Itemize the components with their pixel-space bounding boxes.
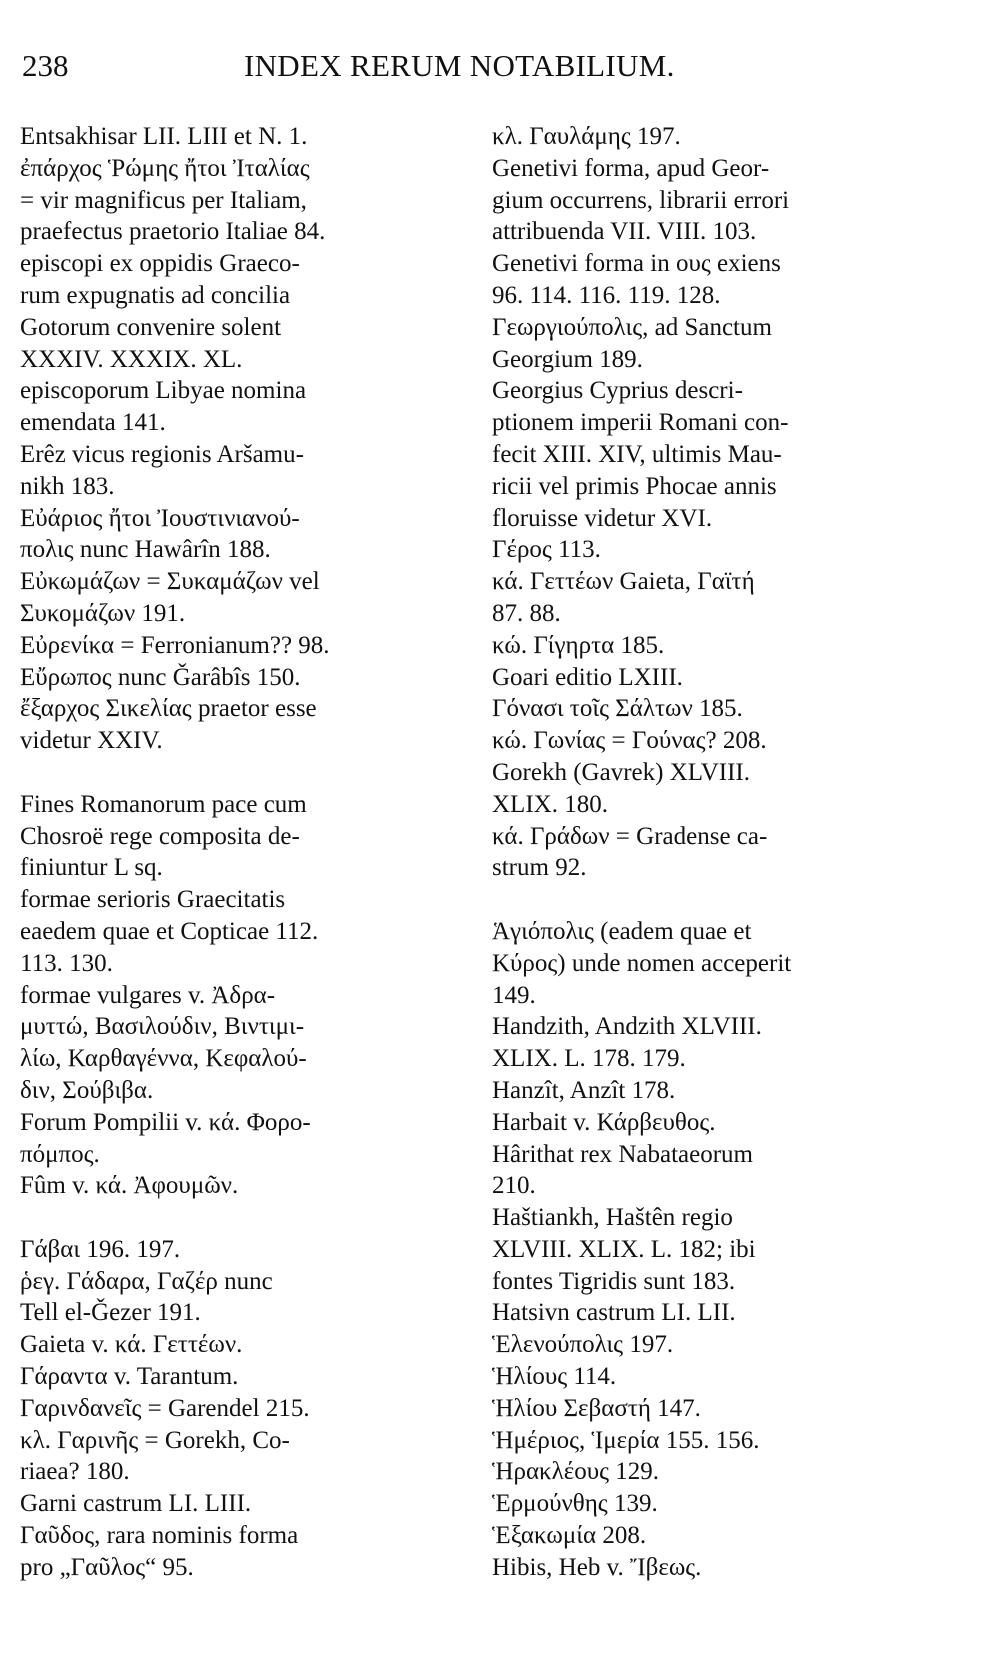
index-entry-line: Gorekh (Gavrek) XLVIII.: [492, 758, 751, 786]
index-entry-line: Ἡλίου Σεβαστή 147.: [492, 1394, 701, 1422]
index-entry-line: μυττώ, Βασιλούδιν, Βιντιμι-: [20, 1013, 305, 1041]
index-entry-line: Genetivi forma, apud Geor-: [492, 154, 770, 182]
index-entry-line: riaea? 180.: [20, 1458, 130, 1486]
index-entry-line: Genetivi forma in ους exiens: [492, 250, 781, 278]
index-entry-line: Εὐρενίκα = Ferronianum?? 98.: [20, 631, 330, 659]
section-gap: [20, 1202, 440, 1234]
index-entry-line: πόμπος.: [20, 1140, 100, 1168]
index-entry-line: Tell el-Ǧezer 191.: [20, 1299, 201, 1327]
index-entry-line: XLIX. 180.: [492, 790, 608, 818]
index-entry-line: Haštiankh, Haštên regio: [492, 1204, 733, 1232]
index-entry-line: ἔξαρχος Σικελίας praetor esse: [20, 695, 317, 723]
index-entry-line: πολις nunc Hawârîn 188.: [20, 536, 271, 564]
index-entry-line: Κύρος) unde nomen acceperit: [492, 949, 792, 977]
index-entry-line: Εὐάριος ἤτοι Ἰουστινιανού-: [20, 504, 300, 532]
index-entry-line: Gaieta v. κά. Γεττέων.: [20, 1331, 243, 1359]
index-entry-line: formae serioris Graecitatis: [20, 886, 286, 914]
index-entry-line: ῥεγ. Γάδαρα, Γαζέρ nunc: [20, 1267, 273, 1295]
index-entry-line: Γάραντα v. Tarantum.: [20, 1363, 239, 1391]
index-entry-line: videtur XXIV.: [20, 727, 163, 755]
section-gap: [20, 757, 440, 789]
index-entry-line: Ἡλίους 114.: [492, 1363, 617, 1391]
index-entry-line: Γόνασι τοῖς Σάλτων 185.: [492, 695, 743, 723]
index-entry-line: Hatsivn castrum LI. LII.: [492, 1299, 736, 1327]
index-entry-line: gium occurrens, librarii errori: [492, 186, 790, 214]
index-entry-line: Fûm v. κά. Ἀφουμῶν.: [20, 1172, 239, 1200]
index-entry-line: διν, Σούβιβα.: [20, 1076, 154, 1104]
index-entry-line: Gotorum convenire solent: [20, 313, 282, 341]
index-entry-line: XXXIV. XXXIX. XL.: [20, 345, 243, 373]
page-header: [22, 46, 922, 86]
index-entry-line: Ἡρακλέους 129.: [492, 1458, 660, 1486]
index-entry-line: Εὐκωμάζων = Συκαμάζων vel: [20, 568, 320, 596]
index-entry-line: Harbait v. Κάρβευθος.: [492, 1108, 716, 1136]
index-entry-line: = vir magnificus per Italiam,: [20, 186, 307, 214]
running-title: INDEX RERUM NOTABILIUM.: [244, 48, 675, 83]
index-entry-line: praefectus praetorio Italiae 84.: [20, 218, 326, 246]
index-entry-line: Ἑρμούνθης 139.: [492, 1490, 658, 1518]
index-entry-line: Goari editio LXIII.: [492, 663, 683, 691]
index-entry-line: κά. Γράδων = Gradense ca-: [492, 822, 768, 850]
index-entry-line: XLIX. L. 178. 179.: [492, 1045, 686, 1073]
index-entry-line: Γάβαι 196. 197.: [20, 1235, 181, 1263]
index-entry-line: Forum Pompilii v. κά. Φορο-: [20, 1108, 311, 1136]
index-entry-line: fontes Tigridis sunt 183.: [492, 1267, 736, 1295]
index-entry-line: Γαρινδανεῖς = Garendel 215.: [20, 1394, 310, 1422]
index-entry-line: λίω, Καρθαγέννα, Κεφαλού-: [20, 1045, 307, 1073]
index-entry-line: ricii vel primis Phocae annis: [492, 472, 777, 500]
index-entry-line: Hârithat rex Nabataeorum: [492, 1140, 753, 1168]
index-entry-line: 87. 88.: [492, 599, 561, 627]
index-entry-line: finiuntur L sq.: [20, 854, 163, 882]
index-entry-line: κώ. Γωνίας = Γούνας? 208.: [492, 727, 767, 755]
index-entry-line: episcoporum Libyae nomina: [20, 377, 307, 405]
section-gap: [492, 884, 922, 916]
index-column-left: [20, 121, 440, 1584]
index-entry-line: Ἑλενούπολις 197.: [492, 1331, 674, 1359]
index-entry-line: κώ. Γίγηρτα 185.: [492, 631, 665, 659]
index-entry-line: XLVIII. XLIX. L. 182; ibi: [492, 1235, 756, 1263]
index-entry-line: 210.: [492, 1172, 536, 1200]
index-entry-line: Γεωργιούπολις, ad Sanctum: [492, 313, 772, 341]
index-entry-line: 149.: [492, 981, 536, 1009]
index-entry-line: eaedem quae et Copticae 112.: [20, 917, 319, 945]
index-entry-line: fecit XIII. XIV, ultimis Mau-: [492, 440, 782, 468]
index-entry-line: Erêz vicus regionis Aršamu-: [20, 440, 304, 468]
index-entry-line: formae vulgares v. Ἀδρα-: [20, 981, 276, 1009]
index-entry-line: 96. 114. 116. 119. 128.: [492, 281, 721, 309]
index-entry-line: κλ. Γαυλάμης 197.: [492, 123, 681, 150]
index-entry-line: rum expugnatis ad concilia: [20, 281, 291, 309]
index-entry-line: emendata 141.: [20, 409, 166, 437]
index-entry-line: κλ. Γαρινῆς = Gorekh, Co-: [20, 1426, 290, 1454]
index-entry-line: Handzith, Andzith XLVIII.: [492, 1013, 762, 1041]
index-entry-line: ptionem imperii Romani con-: [492, 409, 789, 437]
index-entry-line: pro „Γαῦλος“ 95.: [20, 1553, 194, 1581]
index-entry-line: Hanzît, Anzît 178.: [492, 1076, 676, 1104]
index-entry-line: floruisse videtur XVI.: [492, 504, 713, 532]
index-column-right: [492, 121, 922, 1584]
index-entry-line: Γαῦδος, rara nominis forma: [20, 1522, 299, 1550]
index-entry-line: Georgius Cyprius descri-: [492, 377, 743, 405]
index-entry-line: ἐπάρχος Ῥώμης ἤτοι Ἰταλίας: [20, 154, 310, 182]
index-entry-line: Georgium 189.: [492, 345, 643, 373]
index-entry-line: Εὔρωπος nunc Ǧarâbîs 150.: [20, 663, 301, 691]
index-entry-line: strum 92.: [492, 854, 587, 882]
index-entry-line: nikh 183.: [20, 472, 115, 500]
page-number: 238: [22, 48, 69, 83]
index-entry-line: Ἁγιόπολις (eadem quae et: [492, 917, 752, 945]
index-entry-line: episcopi ex oppidis Graeco-: [20, 250, 300, 278]
index-entry-line: 113. 130.: [20, 949, 113, 977]
index-entry-line: Συκομάζων 191.: [20, 599, 186, 627]
index-entry-line: Hibis, Heb v. Ἴβεως.: [492, 1553, 702, 1581]
index-entry-line: Γέρος 113.: [492, 536, 601, 564]
index-entry-line: Chosroë rege composita de-: [20, 822, 300, 850]
index-entry-line: Ἑξακωμία 208.: [492, 1522, 647, 1550]
index-entry-line: κά. Γεττέων Gaieta, Γαϊτή: [492, 568, 755, 596]
index-entry-line: Fines Romanorum pace cum: [20, 790, 307, 818]
index-entry-line: Garni castrum LI. LIII.: [20, 1490, 252, 1518]
index-entry-line: attribuenda VII. VIII. 103.: [492, 218, 757, 246]
index-entry-line: Ἡμέριος, Ἱμερία 155. 156.: [492, 1426, 760, 1454]
index-entry-line: Entsakhisar LII. LIII et N. 1.: [20, 123, 308, 150]
